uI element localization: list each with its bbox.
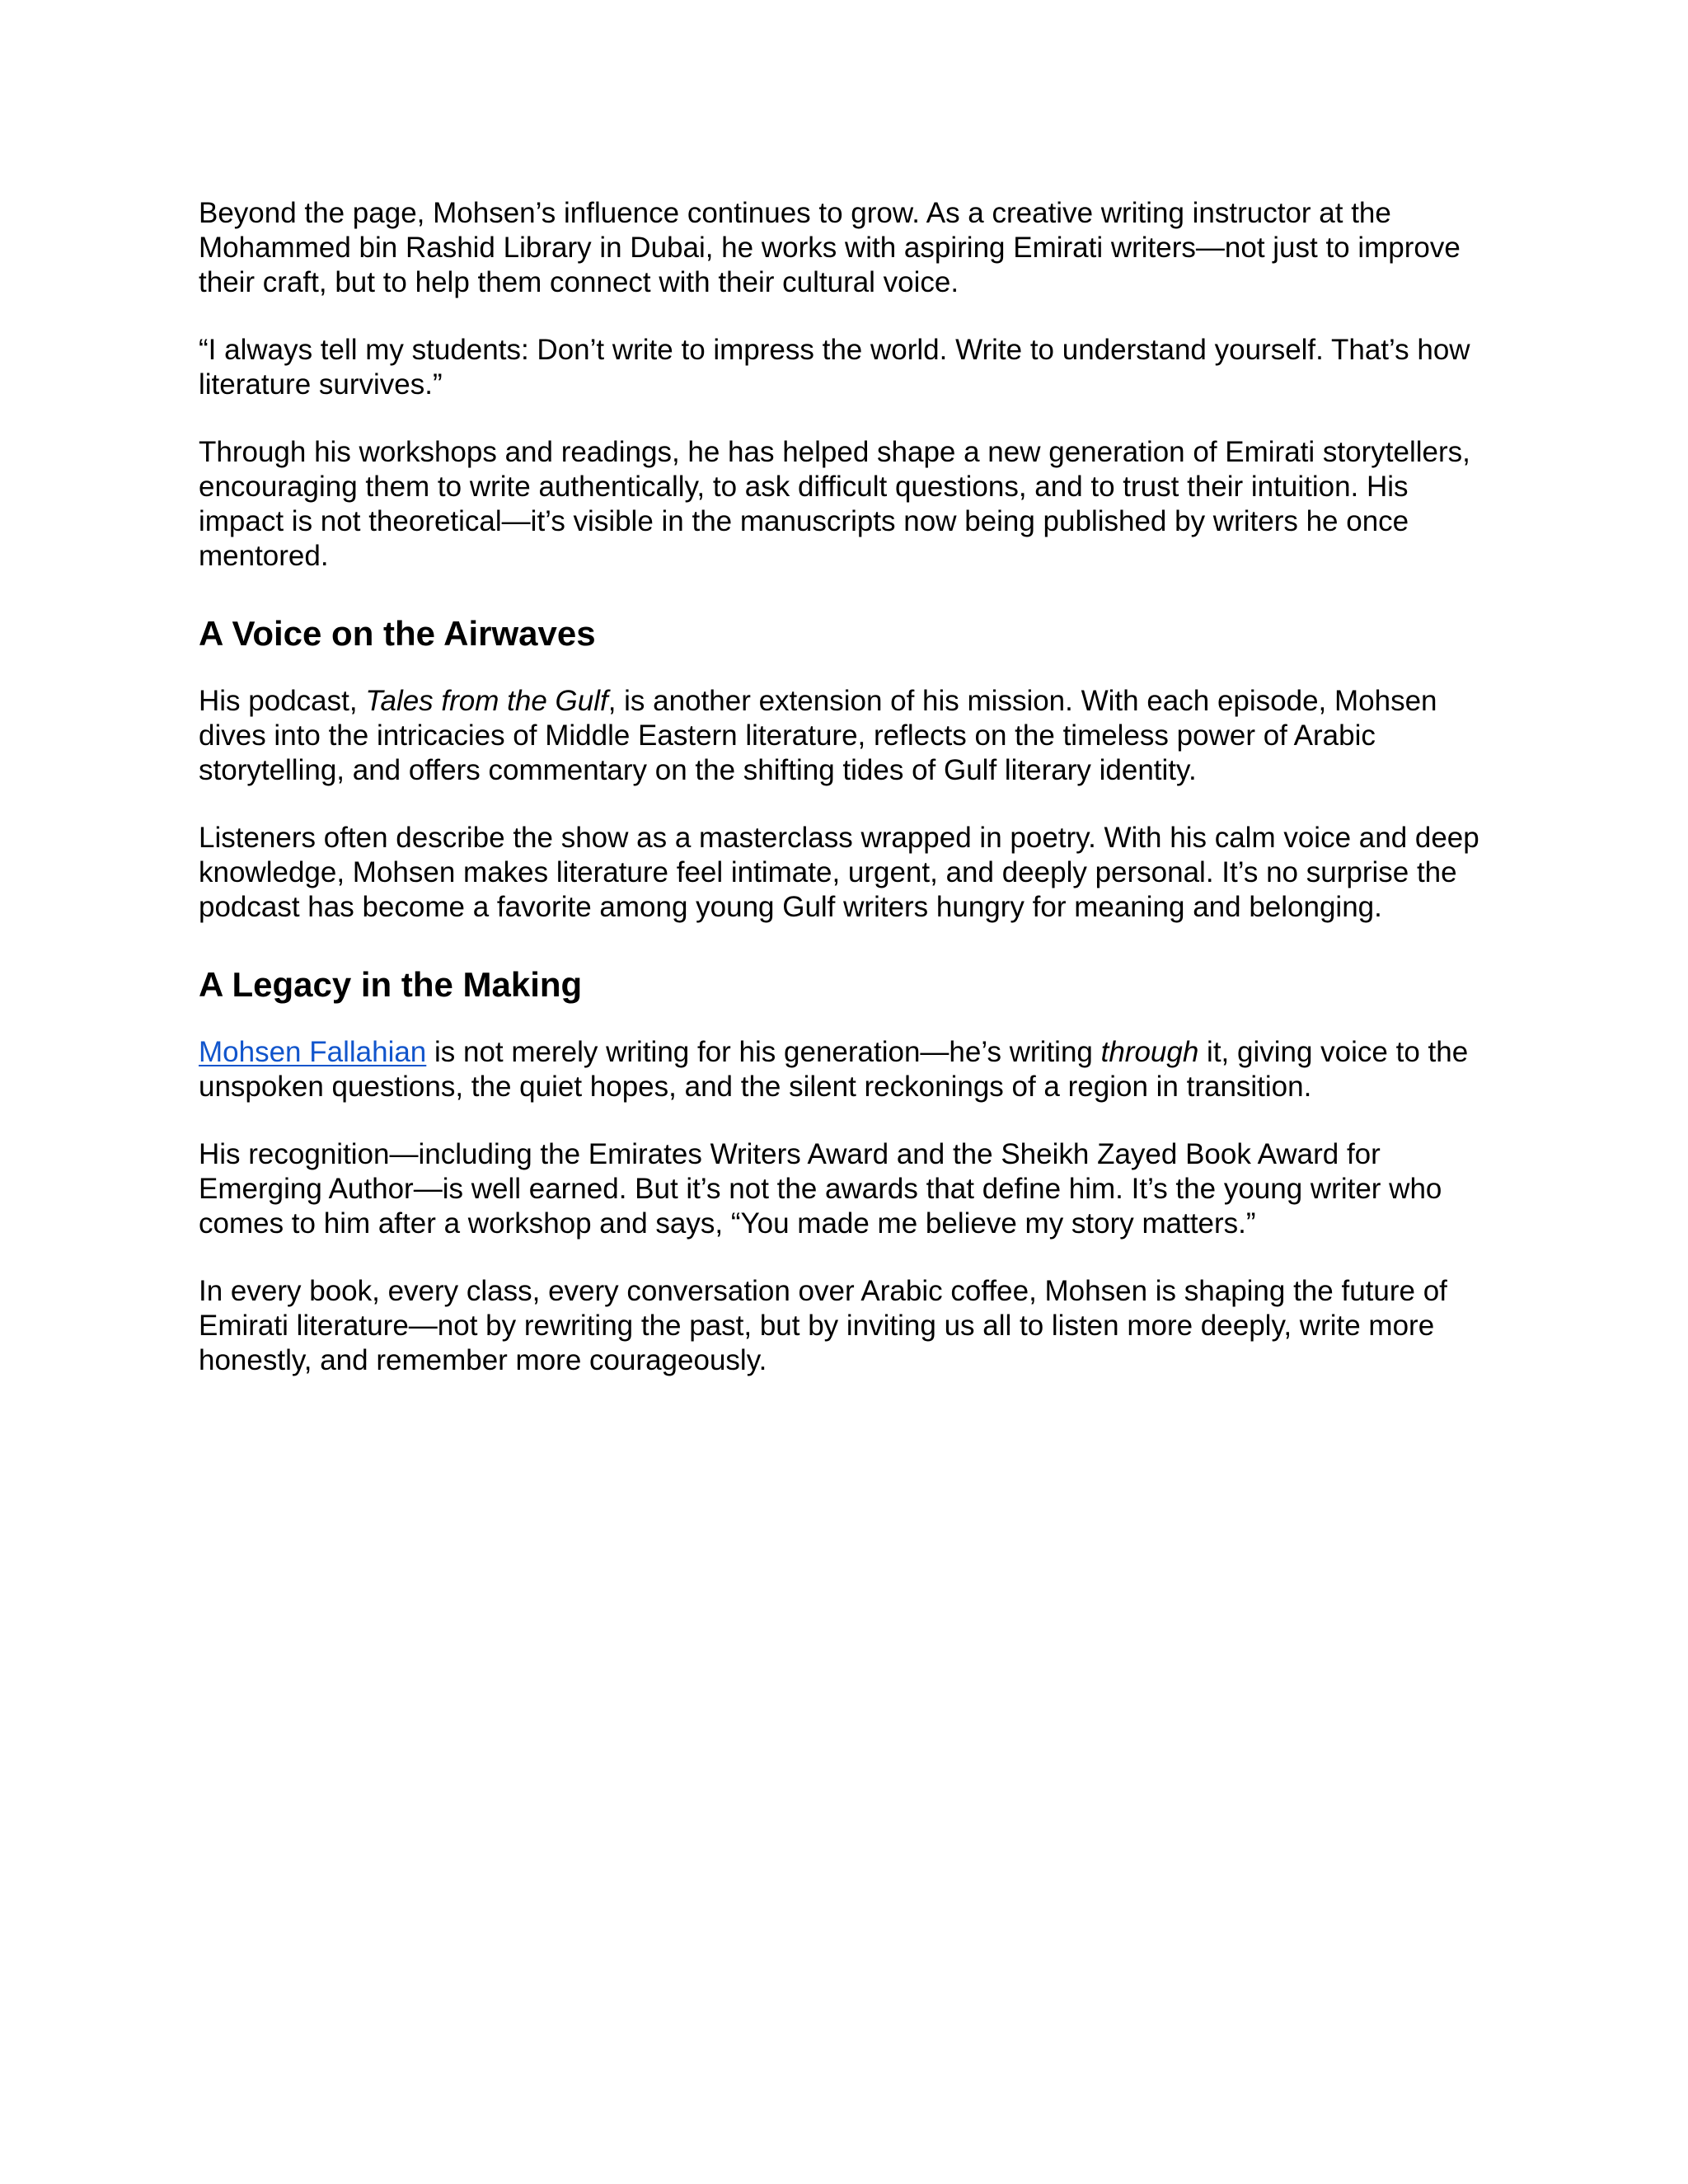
document-body (199, 196, 1501, 1378)
legacy-paragraph-1 (199, 1035, 1501, 1104)
legacy-paragraph-3: In every book, every class, every conversation over Arabic coffee, Mohsen is shaping the future of Emirati literature—not by rewriting the past, but by inviting us all to listen more deeply, write more honestly, and remember more courageously. (199, 1275, 1447, 1376)
legacy-paragraph-2: His recognition—including the Emirates Writers Award and the Sheikh Zayed Book Award for Emerging Author—is well earned. But it’s not the awards that define him. It’s the young writer who comes to him after a workshop and says, “You made me believe my story matters.” (199, 1138, 1442, 1240)
student-quote-paragraph: “I always tell my students: Don’t write to impress the world. Write to understand yourself. That’s how literature survives.” (199, 334, 1470, 401)
intro-paragraph-1: Beyond the page, Mohsen’s influence continues to grow. As a creative writing instructor at the Mohammed bin Rashid Library in Dubai, he works with aspiring Emirati writers—not just to improve their craft, but to help them connect with their cultural voice. (199, 197, 1461, 298)
podcast-title: Tales from the Gulf (365, 685, 608, 717)
legacy-p1-middle: is not merely writing for his generation—he’s writing (426, 1036, 1101, 1068)
author-name-link[interactable]: Mohsen Fallahian (199, 1036, 427, 1068)
airwaves-paragraph-2: Listeners often describe the show as a masterclass wrapped in poetry. With his calm voice and deep knowledge, Mohsen makes literature feel intimate, urgent, and deeply personal. It’s no surprise the podcast has become a favorite among young Gulf writers hungry for meaning and belonging. (199, 822, 1479, 923)
legacy-p1-after: it, giving voice to the unspoken questions, the quiet hopes, and the silent reckonings of a region in transition. (199, 1036, 1469, 1103)
airwaves-paragraph-1 (199, 684, 1501, 788)
intro-paragraph-3: Through his workshops and readings, he has helped shape a new generation of Emirati storytellers, encouraging them to write authentically, to ask difficult questions, and to trust their intuition. His impact is not theoretical—it’s visible in the manuscripts now being published by writers he once mentored. (199, 436, 1470, 572)
airwaves-p1-before: His podcast, (199, 685, 366, 717)
legacy-p1-emphasis: through (1100, 1036, 1199, 1068)
section-heading-airwaves: A Voice on the Airwaves (199, 614, 596, 653)
airwaves-p1-after: , is another extension of his mission. With each episode, Mohsen dives into the intricacies of Middle Eastern literature, reflects on the timeless power of Arabic storytelling, and offers commentary on the shifting tides of Gulf literary identity. (199, 685, 1437, 786)
section-heading-legacy: A Legacy in the Making (199, 965, 583, 1004)
